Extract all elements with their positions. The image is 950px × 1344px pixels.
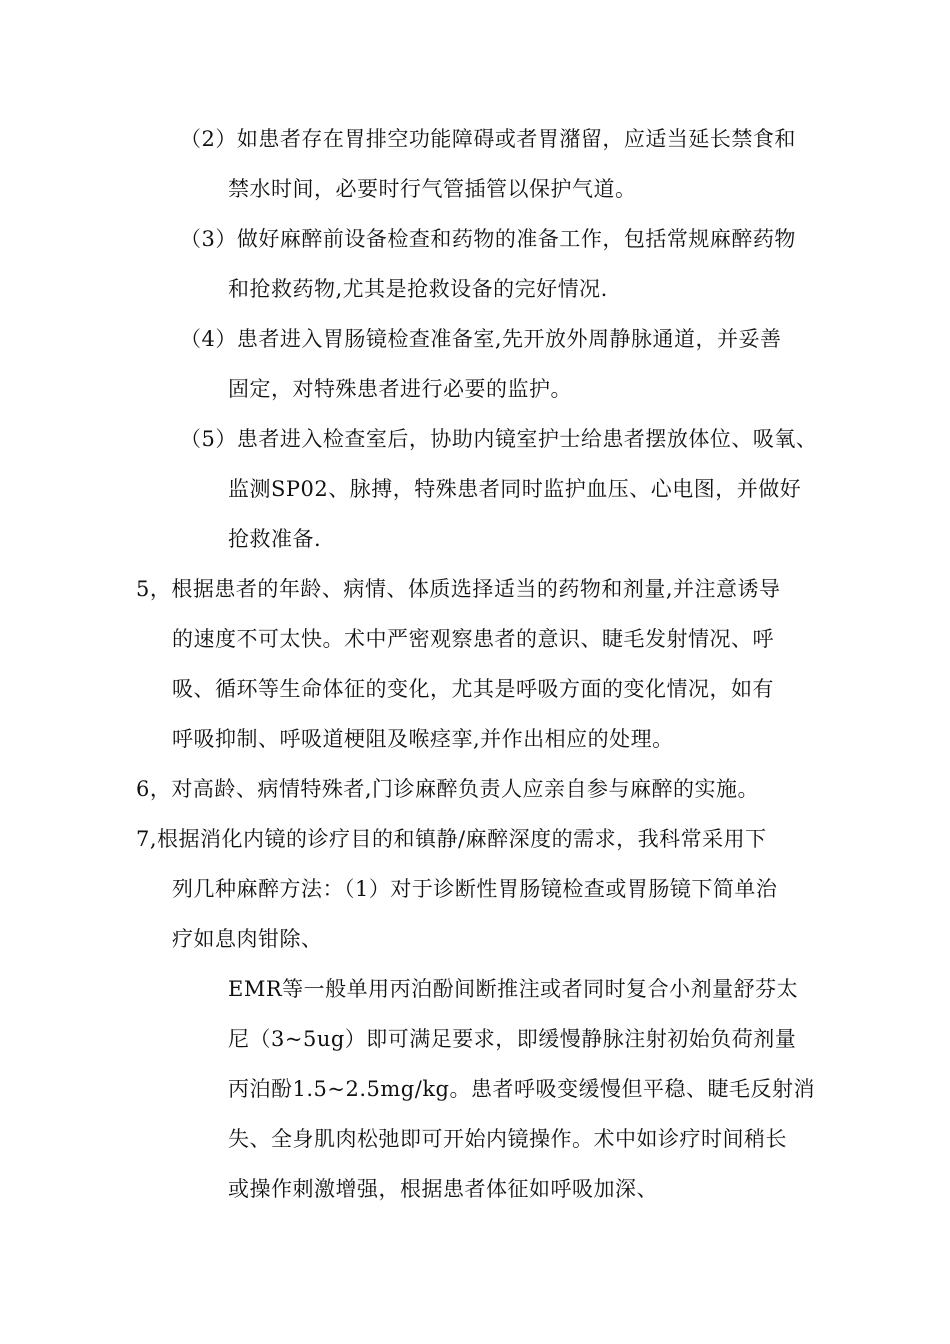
text-line: 监测SP02、脉搏，特殊患者同时监护血压、心电图，并做好: [228, 477, 802, 501]
text-line: 列几种麻醉方法：（1）对于诊断性胃肠镜检查或胃肠镜下简单治: [172, 877, 778, 901]
text-line: 抢救准备.: [228, 527, 322, 551]
text-line: 7,根据消化内镜的诊疗目的和镇静/麻醉深度的需求，我科常采用下: [136, 827, 767, 851]
text-line: 疗如息肉钳除、: [172, 927, 323, 951]
text-line: 或操作刺激增强，根据患者体征如呼吸加深、: [228, 1177, 658, 1201]
text-line: （4）患者进入胃肠镜检查准备室,先开放外周静脉通道，并妥善: [180, 327, 782, 351]
text-line: 丙泊酚1.5~2.5mg/kg。患者呼吸变缓慢但平稳、睫毛反射消: [228, 1077, 815, 1101]
text-line: 的速度不可太快。术中严密观察患者的意识、睫毛发射情况、呼: [172, 627, 774, 651]
text-line: 禁水时间，必要时行气管插管以保护气道。: [228, 177, 637, 201]
text-line: 6，对高龄、病情特殊者,门诊麻醉负责人应亲自参与麻醉的实施。: [136, 777, 760, 801]
text-line: 吸、循环等生命体征的变化，尤其是呼吸方面的变化情况，如有: [172, 677, 774, 701]
text-line: （5）患者进入检查室后，协助内镜室护士给患者摆放体位、吸氧、: [180, 427, 818, 451]
text-line: 尼（3~5ug）即可满足要求，即缓慢静脉注射初始负荷剂量: [228, 1027, 797, 1051]
text-line: EMR等一般单用丙泊酚间断推注或者同时复合小剂量舒芬太: [228, 977, 799, 1001]
text-line: 和抢救药物,尤其是抢救设备的完好情况.: [228, 277, 608, 301]
text-line: 5，根据患者的年龄、病情、体质选择适当的药物和剂量,并注意诱导: [136, 577, 781, 601]
text-line: （2）如患者存在胃排空功能障碍或者胃潴留，应适当延长禁食和: [180, 127, 796, 151]
text-line: （3）做好麻醉前设备检查和药物的准备工作，包括常规麻醉药物: [180, 227, 796, 251]
text-line: 固定，对特殊患者进行必要的监护。: [228, 377, 572, 401]
text-line: 失、全身肌肉松弛即可开始内镜操作。术中如诊疗时间稍长: [228, 1127, 787, 1151]
text-line: 呼吸抑制、呼吸道梗阻及喉痉挛,并作出相应的处理。: [172, 727, 674, 751]
